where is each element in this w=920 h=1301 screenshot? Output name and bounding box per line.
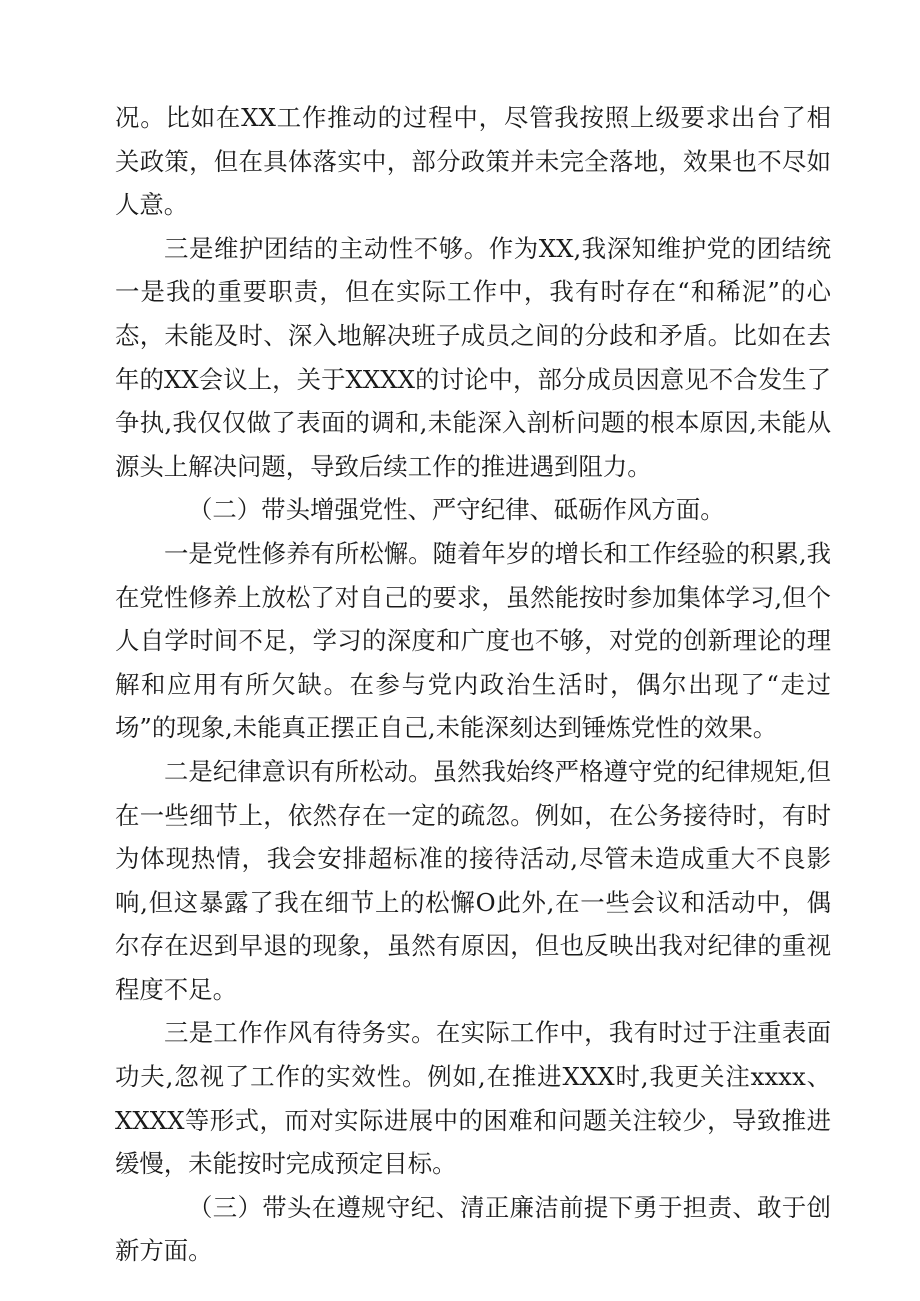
paragraph-discipline: 二是纪律意识有所松动。虽然我始终严格遵守党的纪律规矩,但在一些细节上，依然存在一定的疏忽。例如，在公务接待时，有时为体现热情，我会安排超标准的接待活动,尽管未造成重大不良影响,但这暴露了我在细节上的松懈O此外,在一些会议和活动中，偶尔存在迟到早退的现象，虽然有原因，但也反映出我对纪律的重视程度不足。 <box>115 756 831 1004</box>
section-heading-two: （二）带头增强党性、严守纪律、砥砺作风方面。 <box>188 495 725 525</box>
document-body <box>115 96 831 1273</box>
paragraph-party-spirit: 一是党性修养有所松懈。随着年岁的增长和工作经验的积累,我在党性修养上放松了对自己的要求，虽然能按时参加集体学习,但个人自学时间不足，学习的深度和广度也不够，对党的创新理论的理解和应用有所欠缺。在参与党内政治生活时，偶尔出现了“走过场”的现象,未能真正摆正自己,未能深刻达到锤炼党性的效果。 <box>115 538 831 743</box>
paragraph-continuation: 况。比如在XX工作推动的过程中，尽管我按照上级要求出台了相关政策，但在具体落实中，部分政策并未完全落地，效果也不尽如人意。 <box>115 103 831 220</box>
paragraph-work-style: 三是工作作风有待务实。在实际工作中，我有时过于注重表面功夫,忽视了工作的实效性。例如,在推进XXX时,我更关注xxxx、XXXX等形式，而对实际进展中的困难和问题关注较少，导致推进缓慢，未能按时完成预定目标。 <box>115 1018 831 1179</box>
section-heading-three: （三）带头在遵规守纪、清正廉洁前提下勇于担责、敢于创新方面。 <box>115 1192 831 1266</box>
paragraph-unity: 三是维护团结的主动性不够。作为XX,我深知维护党的团结统一是我的重要职责，但在实际工作中，我有时存在“和稀泥”的心态，未能及时、深入地解决班子成员之间的分歧和矛盾。比如在去年的XX会议上，关于XXXX的讨论中，部分成员因意见不合发生了争执,我仅仅做了表面的调和,未能深入剖析问题的根本原因,未能从源头上解决问题，导致后续工作的推进遇到阻力。 <box>115 233 831 481</box>
